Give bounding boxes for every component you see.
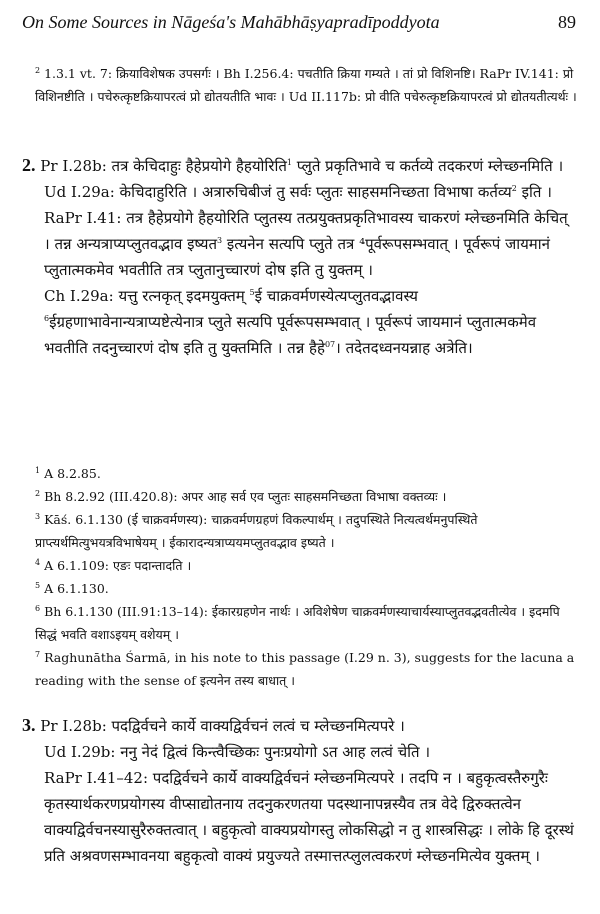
footnote-text: Bh 6.1.130 (III.91:13–14): ईकारग्रहणेन नार्थः । अविशेषेण चाक्रवर्मणस्याचार्यस्याप्लुतवद्भवतीत्येव । इदमपि सिद्धं भवति वशाऽइयम् वशेयम् ।	[35, 604, 560, 642]
footnote-ref: 2	[511, 184, 517, 193]
footnote-marker: 5	[35, 580, 41, 590]
footnote-ref: 1	[286, 158, 292, 167]
footnote-text: A 8.2.85.	[44, 466, 101, 481]
text-line: इति ।	[521, 183, 552, 201]
footnote-marker: 2	[35, 65, 41, 75]
section-3-rapr	[22, 765, 578, 869]
footnote-ref: 5	[249, 288, 255, 297]
footnote-marker: 6	[35, 603, 41, 613]
section-2-pr	[22, 152, 578, 179]
footnote-marker: 2	[35, 488, 41, 498]
text-line: ईग्रहणाभावेनान्यत्राप्यष्टेत्येनात्र प्लुते सत्यपि पूर्वरूपसम्भवात् । पूर्वरूपं जायमानं प्लुतात्मकमेव भवतीति तदनुच्चारणं दोष इति तु युक्तमिति । तन्न हैहे	[44, 313, 537, 357]
footnote-ref: 07	[324, 340, 336, 349]
text-line: Ch I.29a: यत्तु रत्नकृत् इदमयुक्तम्	[44, 287, 245, 305]
text-line: । तदेतदध्वनयन्नाह अत्रेति।	[335, 339, 473, 357]
text-line: RaPr I.41: तत्र हैहेप्रयोगे हैहयोरिति प्लुतस्य तत्प्रयुक्तप्रकृतिभावस्य चाकरणं म्लेच्छनमिति केचित् । तन्न अन्यत्राप्यप्लुतवद्भाव इष्यत	[44, 209, 568, 253]
footnote-marker: 3	[35, 511, 41, 521]
footnote	[22, 554, 578, 577]
text-line: इत्यनेन सत्यपि प्लुते तत्र ⁴पूर्वरूपसम्भवात् । पूर्वरूपं जायमानं प्लुतात्मकमेव भवतीति तत्र प्लुतानुच्चारणं दोष इति तु युक्तम् ।	[44, 235, 550, 279]
text-line: RaPr I.41–42: पदद्विर्वचने कार्ये वाक्यद्विर्वचनं म्लेच्छनमित्यपरे । तदपि न । बहुकृत्वस्तैरुगुरैः कृतस्यार्थकरणप्रयोगस्य वीप्साद्योतनाय तदनुकरणतया पदस्थानापन्नस्यैव तत्र वेदे द्विरुक्तत्वेन वाक्यद्विर्वचनस्यासुरैरुक्तत्वात् । बहुकृत्वो वाक्यप्रयोगस्तु लोकसिद्धो न तु शास्त्रसिद्धः । लोके हि दूरस्थं प्रति अश्रवणसम्भावनया बहुकृत्वो वाक्यं प्रयुज्यते तस्मात्तत्प्लुलत्वकरणं म्लेच्छनमित्येव युक्तम् ।	[44, 769, 574, 865]
footnote	[22, 646, 578, 692]
footnote-text: Bh 8.2.92 (III.420.8): अपर आह सर्व एव प्लुतः साहसमनिच्छता विभाषा वक्तव्यः ।	[44, 489, 447, 504]
section-2-rapr	[22, 205, 578, 283]
page-header	[22, 12, 576, 40]
footnote	[22, 577, 578, 600]
section-2	[22, 152, 578, 361]
footnote-marker: 7	[35, 649, 41, 659]
footnotes	[22, 462, 578, 692]
text-line: Ud I.29b: ननु नेदं द्वित्वं किन्त्वैच्छिकः पुनःप्रयोगो ऽत आह लत्वं चेति ।	[44, 743, 431, 761]
section-3-pr	[22, 712, 578, 739]
footnote-marker: 4	[35, 557, 41, 567]
footnote-text: 1.3.1 vt. 7: क्रियाविशेषक उपसर्गः । Bh I.256.4: पचतीति क्रिया गम्यते । तां प्रो विशिनष्टि। RaPr IV.141: प्रो विशिनष्टीति । पचेरुत्कृष्टक्रियापरत्वं प्रो द्योतयतीति भावः । Ud II.117b: प्रो वीति पचेरुत्कृष्टक्रियापरत्वं प्रो द्योतयतीत्यर्थः ।	[35, 66, 577, 104]
section-3	[22, 712, 578, 869]
section-2-ch	[22, 283, 578, 361]
footnote	[22, 485, 578, 508]
section-2-ud	[22, 179, 578, 205]
footnote-text: Kāś. 6.1.130 (ई चाक्रवर्मणस्य): चाक्रवर्मणग्रहणं विकल्पार्थम् । तदुपस्थिते नित्यत्वर्थमनुपस्थिते प्राप्त्यर्थमित्युभयत्रविभाषेयम् । ईकारादन्यत्राप्ययमप्लुतवद्भाव इष्यते ।	[35, 512, 478, 550]
section-number: 3.	[22, 715, 36, 735]
footnote-text: Raghunātha Śarmā, in his note to this passage (I.29 n. 3), suggests for the lacuna a reading with the sense of इत्यनेन तस्य बाधात् ।	[35, 650, 575, 688]
text-line: Pr I.28b: तत्र केचिदाहुः हैहेप्रयोगे हैहयोरिति	[40, 157, 287, 175]
footnote-text: A 6.1.130.	[44, 581, 109, 596]
section-number: 2.	[22, 155, 36, 175]
page-number: 89	[558, 12, 576, 32]
text-line: प्लुते प्रकृतिभावे च कर्तव्ये तदकरणं म्लेच्छनमिति ।	[296, 157, 564, 175]
footnote	[22, 600, 578, 646]
top-footnote	[22, 62, 578, 108]
footnote-text: A 6.1.109: एङः पदान्तादति ।	[44, 558, 192, 573]
text-line: Ud I.29a: केचिदाहुरिति । अत्रारुचिबीजं तु सर्वः प्लुतः साहसमनिच्छता विभाषा कर्तव्य	[44, 183, 512, 201]
running-title: On Some Sources in Nāgeśa's Mahābhāṣyapradīpoddyota	[22, 12, 440, 32]
footnote	[22, 508, 578, 554]
text-line: Pr I.28b: पदद्विर्वचने कार्ये वाक्यद्विर्वचनं लत्वं च म्लेच्छनमित्यपरे ।	[40, 717, 405, 735]
footnote-marker: 1	[35, 465, 41, 475]
footnote-ref: 3	[217, 236, 223, 245]
footnote-ref: 6	[44, 314, 50, 323]
text-line: ई चाक्रवर्मणस्येत्यप्लुतवद्भावस्य	[254, 287, 418, 305]
footnote	[22, 462, 578, 485]
section-3-ud	[22, 739, 578, 765]
